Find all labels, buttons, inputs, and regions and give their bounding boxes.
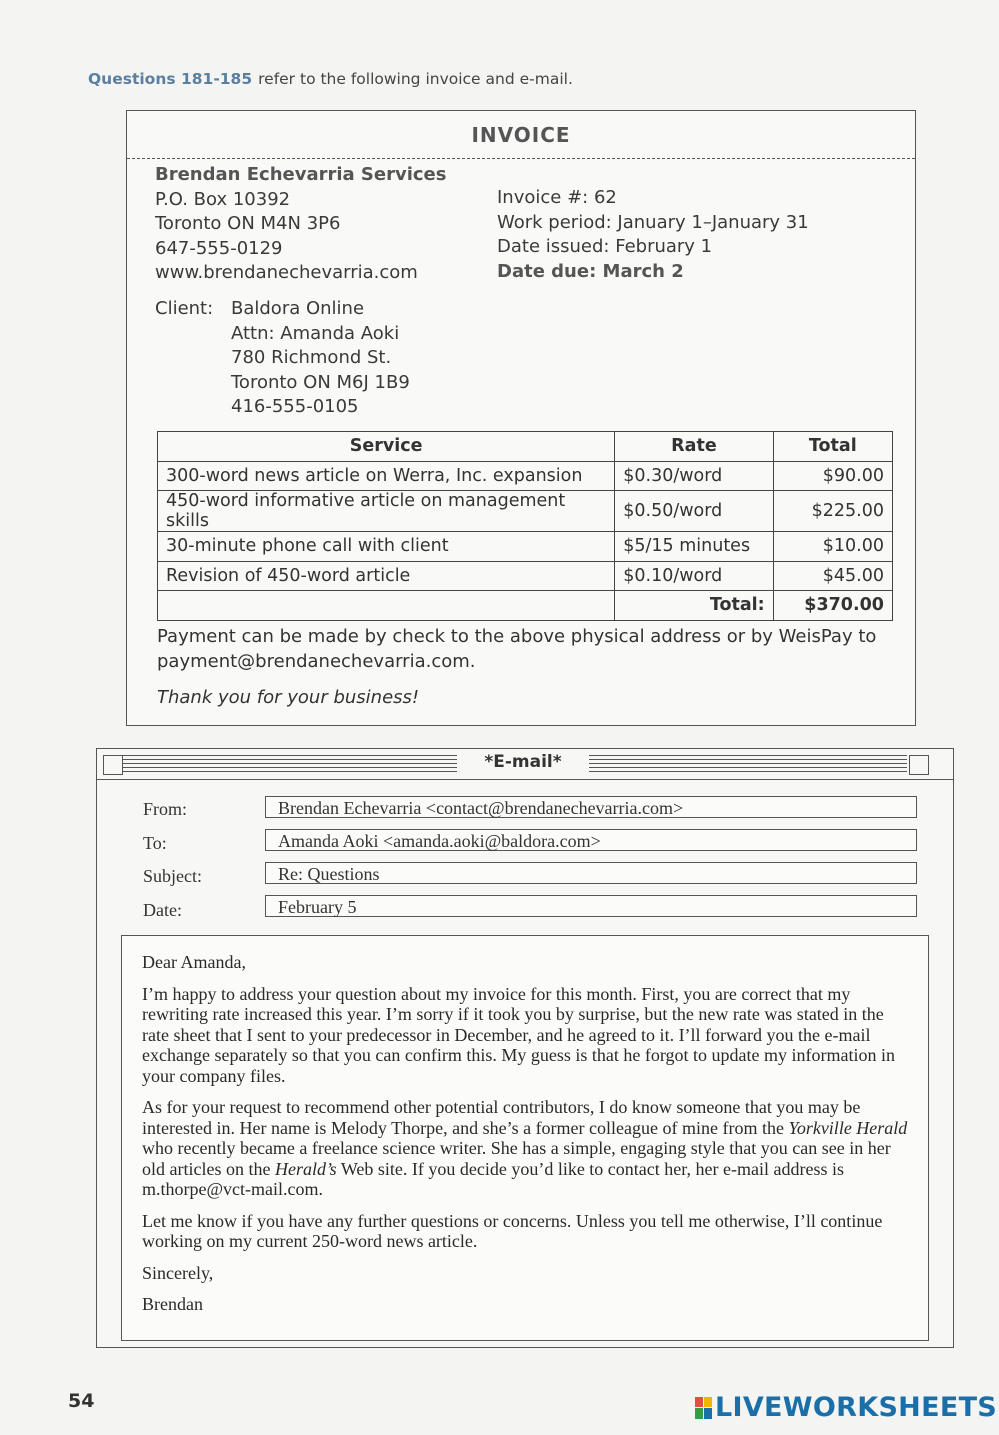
- service-cell: 450-word informative article on management skills: [158, 491, 615, 532]
- email-body-text: [142, 952, 912, 1326]
- services-table: [157, 431, 893, 621]
- title-bar-stripes-right: [589, 755, 907, 773]
- header-total: Total: [773, 432, 892, 462]
- table-row: [158, 461, 893, 491]
- header-rate: Rate: [615, 432, 773, 462]
- liveworksheets-logo[interactable]: [695, 1392, 997, 1423]
- window-resize-icon: [909, 755, 929, 775]
- sender-block: [155, 163, 446, 286]
- brand-name: LIVEWORKSHEETS: [715, 1392, 998, 1423]
- client-attn: Attn: Amanda Aoki: [231, 322, 400, 344]
- total-cell: $90.00: [773, 461, 892, 491]
- email-body: [121, 935, 929, 1341]
- intro-text: refer to the following invoice and e-mail.: [258, 70, 573, 88]
- table-header-row: [158, 432, 893, 462]
- service-cell: 30-minute phone call with client: [158, 532, 615, 562]
- from-label: From:: [143, 799, 188, 819]
- service-cell: Revision of 450-word article: [158, 561, 615, 591]
- client-name: Baldora Online: [231, 298, 365, 319]
- title-bar-separator: [97, 779, 953, 780]
- client-phone: 416-555-0105: [231, 396, 359, 417]
- invoice-divider: [127, 158, 915, 159]
- grand-total-label: Total:: [615, 591, 773, 621]
- date-issued: Date issued: February 1: [497, 236, 713, 257]
- subject-field: Re: Questions: [265, 862, 917, 884]
- to-field: Amanda Aoki <amanda.aoki@baldora.com>: [265, 829, 917, 851]
- email-title-bar: [97, 749, 953, 781]
- sender-city: Toronto ON M4N 3P6: [155, 213, 341, 234]
- title-bar-stripes-left: [111, 755, 457, 773]
- invoice-number: Invoice #: 62: [497, 187, 617, 208]
- payment-note: Payment can be made by check to the above physical address or by WeisPay to payment@brendanechevarria.com.: [157, 626, 877, 672]
- sender-phone: 647-555-0129: [155, 237, 283, 259]
- table-total-row: [158, 591, 893, 621]
- table-row: [158, 561, 893, 591]
- rate-cell: $0.10/word: [615, 561, 773, 591]
- invoice-title: INVOICE: [471, 123, 571, 147]
- subject-label: Subject:: [143, 866, 202, 886]
- grand-total-value: $370.00: [773, 591, 892, 621]
- total-cell: $225.00: [773, 491, 892, 532]
- newspaper-name: Yorkville Herald: [788, 1117, 908, 1138]
- newspaper-possessive: Herald’s: [274, 1158, 337, 1179]
- company-name: Brendan Echevarria Services: [155, 164, 447, 185]
- client-street: 780 Richmond St.: [231, 347, 392, 368]
- header-service: Service: [158, 432, 615, 462]
- empty-cell: [158, 591, 615, 621]
- email-window-title: *E-mail*: [457, 752, 589, 772]
- rate-cell: $5/15 minutes: [615, 532, 773, 562]
- date-label: Date:: [143, 900, 182, 920]
- invoice-meta: [497, 186, 809, 284]
- sender-po-box: P.O. Box 10392: [155, 188, 291, 210]
- greeting: Dear Amanda,: [142, 952, 246, 972]
- invoice-panel: [126, 110, 916, 726]
- paragraph-2-part: who recently became a freelance science writer. She has a simple, engaging style that you can see in her old articles on the: [142, 1138, 891, 1179]
- service-cell: 300-word news article on Werra, Inc. expansion: [158, 461, 615, 491]
- paragraph-1: I’m happy to address your question about my invoice for this month. First, you are correct that my rewriting rate increased this year. I’m sorry if it took you by surprise, but the new rate was stated in the rate sheet that I sent to your predecessor in December, and he agreed to it. I’ll forward you the e-mail exchange separately so that you can confirm this. My guess is that he forgot to update my information in your company files.: [142, 983, 895, 1086]
- work-period: Work period: January 1–January 31: [497, 211, 809, 233]
- email-window: [96, 748, 954, 1348]
- rate-cell: $0.30/word: [615, 461, 773, 491]
- questions-intro: [88, 70, 573, 88]
- date-due: Date due: March 2: [497, 260, 684, 282]
- total-cell: $45.00: [773, 561, 892, 591]
- date-field: February 5: [265, 895, 917, 917]
- question-range: Questions 181-185: [88, 70, 253, 88]
- client-city: Toronto ON M6J 1B9: [231, 371, 410, 393]
- paragraph-2-part: As for your request to recommend other potential contributors, I do know someone that you may be interested in. Her name is Melody Thorpe, and she’s a former colleague of mine from the: [142, 1097, 861, 1138]
- to-label: To:: [143, 833, 167, 853]
- from-field: Brendan Echevarria <contact@brendanechevarria.com>: [265, 796, 917, 818]
- window-control-icon: [103, 755, 123, 775]
- signature: Brendan: [142, 1294, 203, 1314]
- paragraph-3: Let me know if you have any further questions or concerns. Unless you tell me otherwise, I’ll continue working on my current 250-word news article.: [142, 1210, 883, 1251]
- page-number: 54: [68, 1390, 95, 1412]
- total-cell: $10.00: [773, 532, 892, 562]
- thank-you-note: Thank you for your business!: [157, 687, 420, 708]
- closing: Sincerely,: [142, 1262, 214, 1283]
- paragraph-2-part: Web site. If you decide you’d like to contact her, her e-mail address is m.thorpe@vct-mail.com.: [142, 1158, 844, 1199]
- liveworksheets-icon: [695, 1397, 712, 1419]
- sender-website: www.brendanechevarria.com: [155, 262, 418, 283]
- table-row: [158, 532, 893, 562]
- paragraph-2: [142, 1097, 912, 1200]
- table-row: [158, 491, 893, 532]
- client-label: Client:: [155, 298, 214, 319]
- client-block: [231, 297, 410, 420]
- rate-cell: $0.50/word: [615, 491, 773, 532]
